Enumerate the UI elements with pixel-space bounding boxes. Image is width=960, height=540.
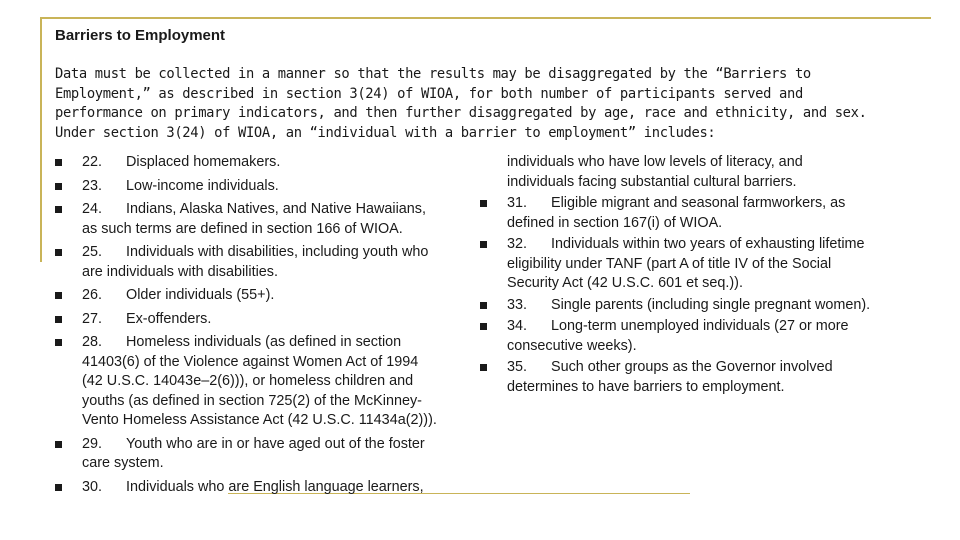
item-number: 23. [82,177,103,194]
item-number: 35. [507,359,528,375]
item-number: 33. [507,296,528,313]
square-bullet-icon [480,200,487,207]
intro-line: performance on primary indicators, and then further disaggregated by age, race and ethnicity, and sex. [55,105,867,121]
item-number: 34. [507,318,528,334]
list-item [55,200,495,239]
item-text: Displaced homemakers. [126,154,281,170]
item-number: 24. [82,201,103,217]
square-bullet-icon [480,323,487,330]
item-text: Low-income individuals. [126,177,279,194]
item-text: are individuals with disabilities. [82,263,278,280]
item-text: care system. [82,455,164,471]
item-text: individuals who have low levels of literacy, and [507,154,803,170]
item-number: 27. [82,310,103,327]
item-number: 29. [82,435,103,452]
item-text: Individuals within two years of exhausting lifetime [551,236,865,252]
list-item [55,478,495,498]
top-rule [40,17,931,19]
item-text: Eligible migrant and seasonal farmworkers, as [551,195,846,211]
item-number: 28. [82,334,103,350]
square-bullet-icon [55,441,62,448]
item-text: Such other groups as the Governor involved [551,359,833,375]
left-column [55,153,495,497]
square-bullet-icon [55,206,62,213]
square-bullet-icon [480,241,487,248]
item-number: 25. [82,244,103,260]
left-rule [40,17,42,262]
list-item [55,153,495,173]
item-text: Ex-offenders. [126,310,212,327]
square-bullet-icon [55,159,62,166]
item-text: Individuals who are English language learners, [126,478,424,495]
intro-line: Data must be collected in a manner so that the results may be disaggregated by the “Barriers to [55,66,811,82]
continued-text [480,153,920,192]
intro-line: Under section 3(24) of WIOA, an “individual with a barrier to employment” includes: [55,124,716,141]
square-bullet-icon [55,316,62,323]
list-item [55,286,495,306]
square-bullet-icon [55,292,62,299]
square-bullet-icon [55,484,62,491]
list-item [480,194,920,233]
item-text: Security Act (42 U.S.C. 601 et seq.)). [507,275,743,291]
intro-paragraph [55,65,915,143]
list-item [55,243,495,282]
item-number: 32. [507,236,528,252]
item-text: 41403(6) of the Violence against Women Act of 1994 [82,353,419,370]
item-text: individuals facing substantial cultural barriers. [507,173,797,190]
list-item [480,317,920,356]
list-item [55,177,495,197]
item-text: Youth who are in or have aged out of the foster [126,435,425,452]
item-text: Indians, Alaska Natives, and Native Hawaiians, [126,201,426,217]
item-text: Individuals with disabilities, including youth who [126,244,429,260]
item-text: Long-term unemployed individuals (27 or more [551,318,849,334]
square-bullet-icon [55,339,62,346]
item-text: consecutive weeks). [507,337,637,354]
list-item [55,435,495,474]
item-text: Single parents (including single pregnant women). [551,296,871,313]
square-bullet-icon [55,249,62,256]
item-text: defined in section 167(i) of WIOA. [507,214,723,231]
right-column [480,153,920,397]
item-text: Homeless individuals (as defined in section [126,334,402,350]
item-text: Older individuals (55+). [126,287,275,303]
item-number: 26. [82,287,103,303]
list-item [55,333,495,431]
square-bullet-icon [55,183,62,190]
list-item [480,235,920,294]
item-number: 30. [82,478,103,495]
item-text: as such terms are defined in section 166 of WIOA. [82,220,403,237]
item-number: 22. [82,154,103,170]
square-bullet-icon [480,302,487,309]
item-number: 31. [507,195,528,211]
intro-line: Employment,” as described in section 3(24) of WIOA, for both number of participants served and [55,85,803,102]
list-item [480,296,920,316]
square-bullet-icon [480,364,487,371]
item-text: Vento Homeless Assistance Act (42 U.S.C. 11434a(2))). [82,412,437,428]
item-text: eligibility under TANF (part A of title IV of the Social [507,255,832,272]
list-item [55,310,495,330]
item-text: determines to have barriers to employment. [507,378,785,395]
slide-title: Barriers to Employment [55,27,226,44]
list-item [480,358,920,397]
item-text: youths (as defined in section 725(2) of the McKinney- [82,392,422,409]
item-text: (42 U.S.C. 14043e–2(6))), or homeless children and [82,373,414,389]
